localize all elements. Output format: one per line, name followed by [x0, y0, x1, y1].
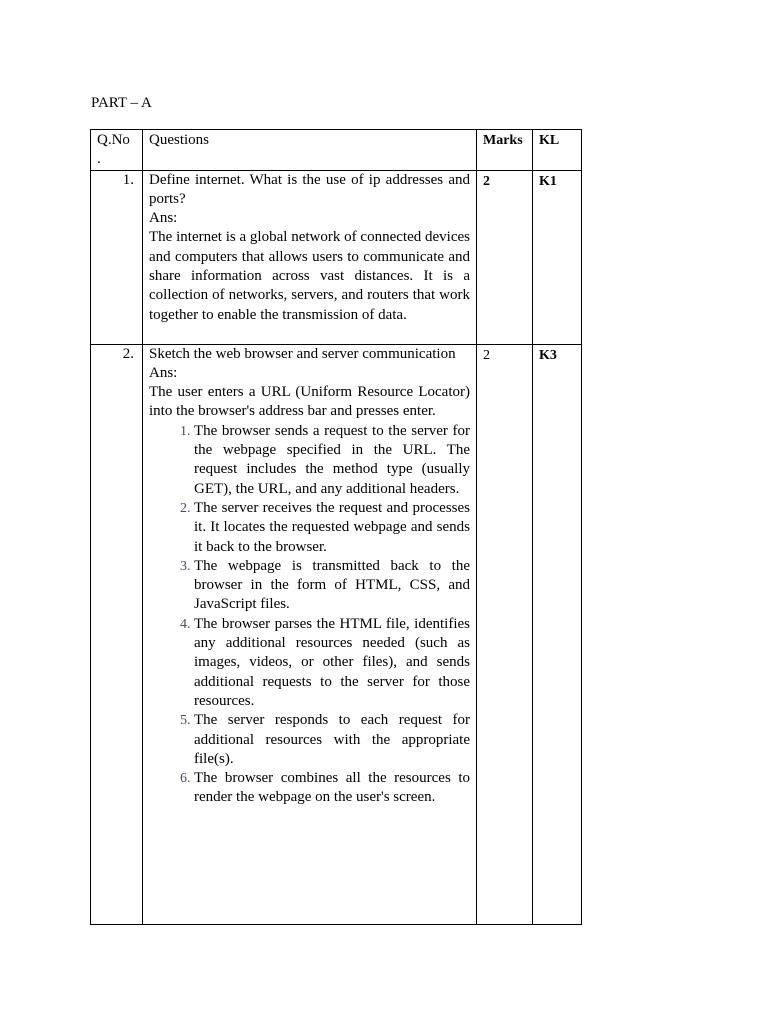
- step-item: 2. The server receives the request and processes it. It locates the requested webpage and sends it back to the browser.: [194, 499, 470, 557]
- step-item: 5. The server responds to each request for additional resources with the appropriate file(s).: [194, 711, 470, 769]
- table-row: [91, 344, 582, 924]
- answer-label: Ans:: [149, 210, 178, 227]
- step-item: 1. The browser sends a request to the server for the webpage specified in the URL. The request includes the method type (usually GET), the URL, and any additional headers.: [194, 422, 470, 499]
- question-number: 2.: [91, 344, 143, 924]
- question-cell: [143, 170, 477, 344]
- step-item: 6. The browser combines all the resources to render the webpage on the user's screen.: [194, 769, 470, 808]
- marks-value: 2: [477, 344, 533, 924]
- header-marks: Marks: [477, 130, 533, 171]
- kl-value: K1: [533, 170, 582, 344]
- part-heading: PART – A: [91, 95, 152, 111]
- question-text: Sketch the web browser and server communication: [149, 345, 456, 362]
- answer-label: Ans:: [149, 364, 178, 381]
- step-item: 4. The browser parses the HTML file, identifies any additional resources needed (such as images, videos, or other files), and sends additional requests to the server for those resources.: [194, 615, 470, 711]
- table-header-row: [91, 130, 582, 171]
- answer-text: The user enters a URL (Uniform Resource Locator) into the browser's address bar and presses enter.: [149, 384, 470, 420]
- step-item: 3. The webpage is transmitted back to the browser in the form of HTML, CSS, and JavaScript files.: [194, 557, 470, 615]
- marks-value: 2: [477, 170, 533, 344]
- question-cell: [143, 344, 477, 924]
- question-text: Define internet. What is the use of ip addresses and ports?: [149, 171, 470, 207]
- kl-value: K3: [533, 344, 582, 924]
- questions-table: [90, 129, 582, 925]
- header-qno: Q.No .: [91, 130, 143, 171]
- header-kl: KL: [533, 130, 582, 171]
- header-questions: Questions: [143, 130, 477, 171]
- steps-list: [149, 422, 470, 808]
- question-number: 1.: [91, 170, 143, 344]
- table-row: [91, 170, 582, 344]
- answer-text: The internet is a global network of connected devices and computers that allows users to communicate and share information across vast distances. It is a collection of networks, servers, and routers that work together to enable the transmission of data.: [149, 229, 470, 323]
